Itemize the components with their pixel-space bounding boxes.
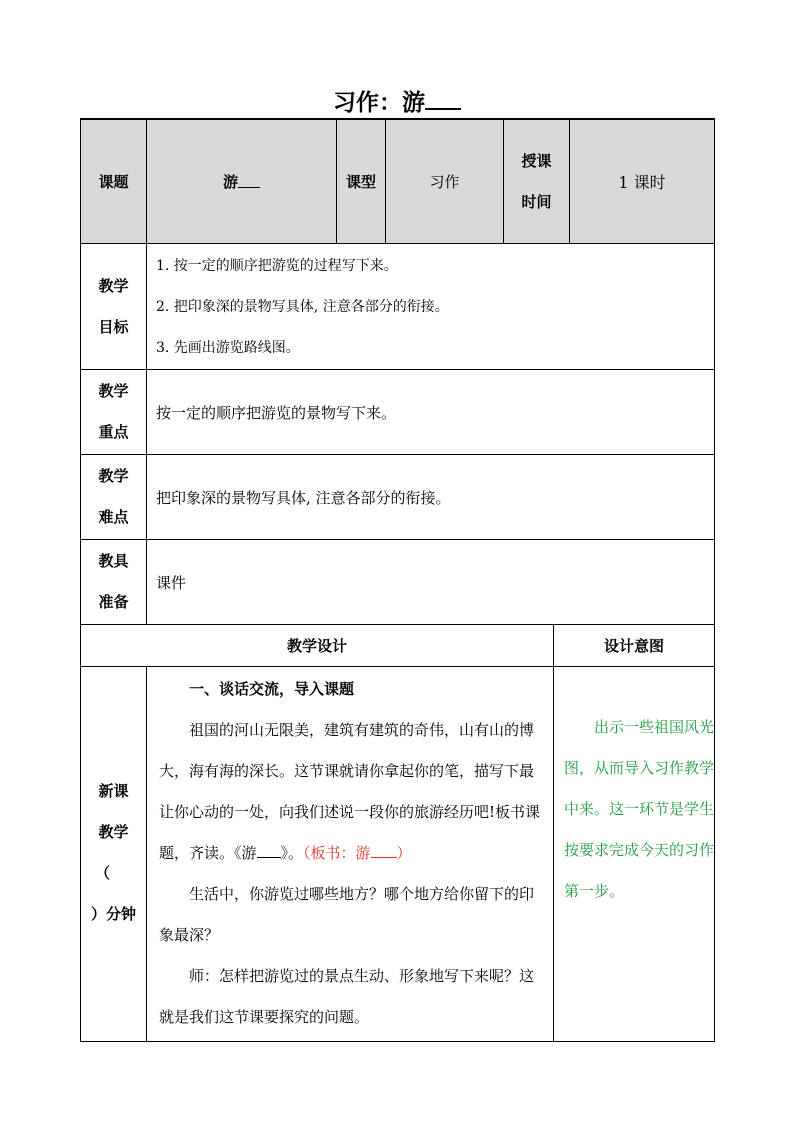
time-label: 授课 时间 — [503, 118, 570, 244]
section-title: 一、谈话交流，导入课题 — [189, 680, 355, 698]
goals-label: 教学 目标 — [80, 243, 147, 370]
title-blank — [425, 90, 461, 110]
page-title: 习作：游 — [0, 84, 794, 117]
time-value: 1 课时 — [569, 118, 715, 244]
intent-header: 设计意图 — [553, 624, 715, 667]
paragraph: 祖国的河山无限美，建筑有建筑的奇伟，山有山的博大，海有海的深长。这节课就请你拿起你的笔，描写下最让你心动的一处，向我们述说一段你的旅游经历吧!板书课题，齐读。《游 》。（板书：游 ） — [159, 721, 541, 862]
new-lesson-content — [146, 666, 554, 1042]
key-point-label: 教学 重点 — [80, 369, 147, 455]
goal-item: 1. 按一定的顺序把游览的过程写下来。 — [156, 258, 398, 274]
goal-item: 3. 先画出游览路线图。 — [156, 340, 300, 356]
new-lesson-label: 新课 教学 （ ）分钟 — [80, 666, 147, 1042]
new-lesson-intent — [553, 666, 715, 1042]
intent-text: 出示一些祖国风光图，从而导入习作教学中来。这一环节是学生按要求完成今天的习作第一步。 — [564, 718, 715, 900]
paragraph: 师：怎样把游览过的景点生动、形象地写下来呢？这就是我们这节课要探究的问题。 — [159, 967, 535, 1026]
type-label: 课型 — [336, 118, 386, 244]
topic-label: 课题 — [80, 118, 147, 244]
type-value: 习作 — [385, 118, 504, 244]
difficulty-text: 把印象深的景物写具体, 注意各部分的衔接。 — [146, 454, 715, 540]
paragraph: 生活中，你游览过哪些地方？哪个地方给你留下的印象最深？ — [159, 885, 535, 944]
topic-value: 游 — [146, 118, 337, 244]
tools-text: 课件 — [146, 539, 715, 625]
design-header: 教学设计 — [80, 624, 554, 667]
difficulty-label: 教学 难点 — [80, 454, 147, 540]
key-point-text: 按一定的顺序把游览的景物写下来。 — [146, 369, 715, 455]
goal-item: 2. 把印象深的景物写具体, 注意各部分的衔接。 — [156, 299, 449, 315]
goals-list — [146, 243, 715, 370]
tools-label: 教具 准备 — [80, 539, 147, 625]
